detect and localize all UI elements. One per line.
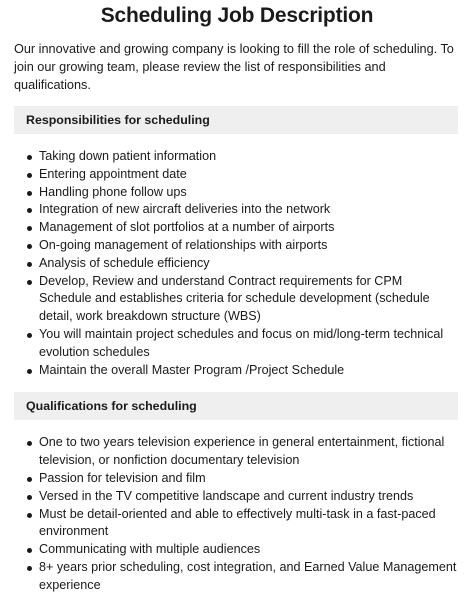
page-title: Scheduling Job Description bbox=[100, 4, 374, 27]
list-item: Passion for television and film bbox=[39, 470, 458, 488]
list-item: Entering appointment date bbox=[39, 166, 458, 184]
list-item: Develop, Review and understand Contract requirements for CPM Schedule and establishes criteria for schedule development (schedule detail, work breakdown structure (WBS) bbox=[39, 273, 458, 326]
list-item: Versed in the TV competitive landscape and current industry trends bbox=[39, 488, 458, 506]
list-item: Management of slot portfolios at a number of airports bbox=[39, 219, 458, 237]
intro-paragraph: Our innovative and growing company is looking to fill the role of scheduling. To join our growing team, please review the list of responsibilities and qualifications. bbox=[14, 42, 454, 92]
list-item: Integration of new aircraft deliveries into the network bbox=[39, 201, 458, 219]
list-item: Analysis of schedule efficiency bbox=[39, 255, 458, 273]
list-item: On-going management of relationships with airports bbox=[39, 237, 458, 255]
list-item: One to two years television experience in general entertainment, fictional television, or nonfiction documentary television bbox=[39, 434, 458, 470]
list-item: Must be detail-oriented and able to effectively multi-task in a fast-paced environment bbox=[39, 506, 458, 542]
responsibilities-header: Responsibilities for scheduling bbox=[14, 106, 458, 134]
list-item: Communicating with multiple audiences bbox=[39, 541, 458, 559]
qualifications-list bbox=[0, 434, 458, 594]
list-item: Taking down patient information bbox=[39, 148, 458, 166]
list-item: Handling phone follow ups bbox=[39, 184, 458, 202]
responsibilities-list bbox=[0, 148, 458, 379]
list-item: You will maintain project schedules and focus on mid/long-term technical evolution schedules bbox=[39, 326, 458, 362]
qualifications-header: Qualifications for scheduling bbox=[14, 392, 458, 420]
list-item: 8+ years prior scheduling, cost integration, and Earned Value Management experience bbox=[39, 559, 458, 595]
list-item: Maintain the overall Master Program /Project Schedule bbox=[39, 362, 458, 380]
